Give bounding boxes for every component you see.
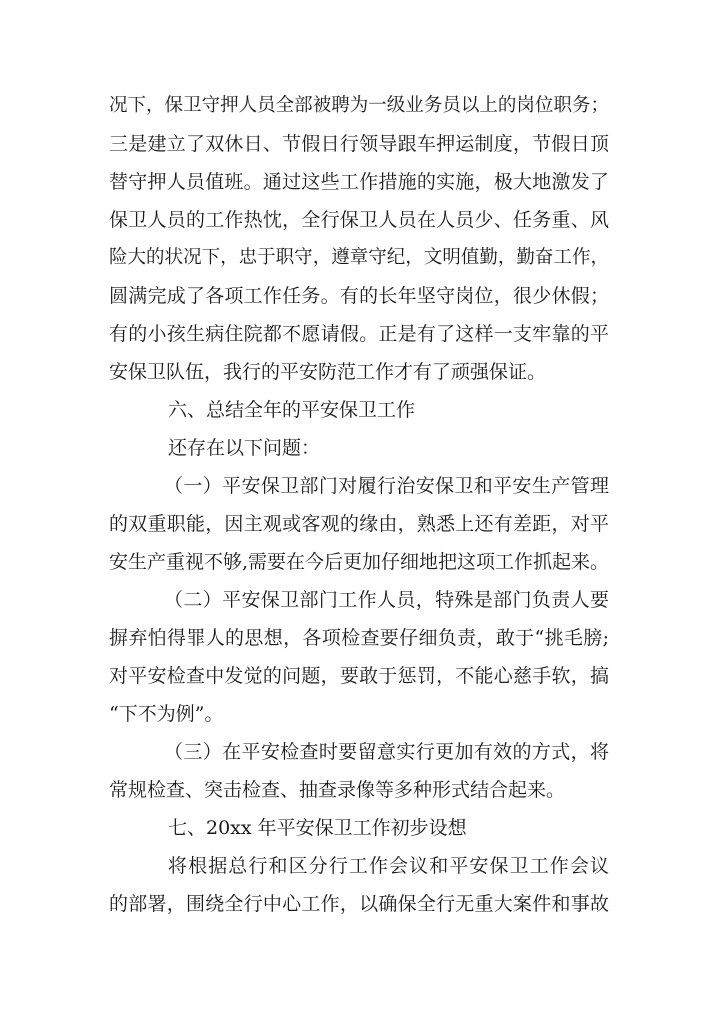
text-line: 常规检查、突击检查、抽查录像等多种形式结合起来。 <box>109 779 566 801</box>
text-line: “下不为例”。 <box>109 703 224 725</box>
text-line: 的双重职能，因主观或客观的缘由，熟悉上还有差距，对平 <box>109 513 609 535</box>
text-line: （一）平安保卫部门对履行治安保卫和平安生产管理 <box>164 475 609 497</box>
section-heading: 六、总结全年的平安保卫工作 <box>168 399 416 421</box>
text-line: （二）平安保卫部门工作人员，特殊是部门负责人要 <box>164 589 609 611</box>
text-line: 的部署，围绕全行中心工作，以确保全行无重大案件和事故 <box>109 893 609 915</box>
text-line: 保卫人员的工作热忱，全行保卫人员在人员少、任务重、风 <box>109 209 609 231</box>
text-line: 圆满完成了各项工作任务。有的长年坚守岗位，很少休假； <box>109 285 609 307</box>
text-line: 摒弃怕得罪人的思想，各项检查要仔细负责，敢于“挑毛膀; <box>109 627 609 649</box>
text-line: 三是建立了双休日、节假日行领导跟车押运制度，节假日顶 <box>109 133 609 155</box>
text-line: 况下，保卫守押人员全部被聘为一级业务员以上的岗位职务； <box>109 95 609 116</box>
text-line: 对平安检查中发觉的问题，要敢于惩罚，不能心慈手软，搞 <box>109 665 609 687</box>
text-line: （三）在平安检查时要留意实行更加有效的方式，将 <box>164 741 609 763</box>
text-line: 还存在以下问题： <box>168 437 321 459</box>
text-line: 替守押人员值班。通过这些工作措施的实施，极大地激发了 <box>109 171 609 193</box>
section-heading: 七、20xx 年平安保卫工作初步设想 <box>168 817 467 839</box>
text-line: 有的小孩生病住院都不愿请假。正是有了这样一支牢靠的平 <box>109 323 609 345</box>
text-line: 将根据总行和区分行工作会议和平安保卫工作会议 <box>168 855 609 877</box>
text-line: 险大的状况下，忠于职守，遵章守纪，文明值勤，勤奋工作， <box>109 247 609 268</box>
text-line: 安生产重视不够,需要在今后更加仔细地把这项工作抓起来。 <box>109 551 610 573</box>
text-line: 安保卫队伍，我行的平安防范工作才有了顽强保证。 <box>109 361 547 383</box>
